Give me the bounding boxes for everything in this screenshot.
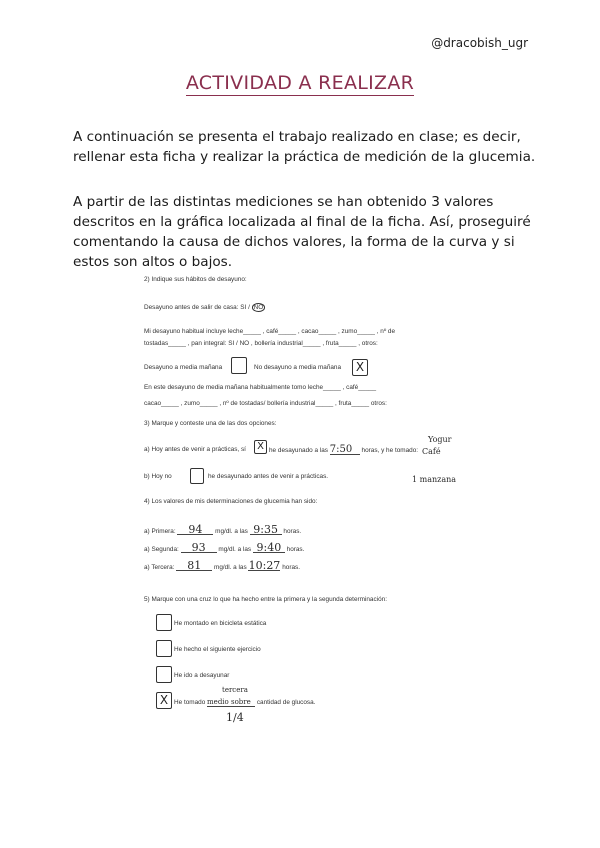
description-paragraph: A partir de las distintas mediciones se han obtenido 3 valores descritos en la gráfica localizada al final de la ficha. Así, proseguiré comentando la causa de dichos valores, la forma de la curva y si estos son altos o bajos. — [73, 194, 531, 270]
q4-row-3-unit: mg/dl. a las — [214, 564, 247, 571]
q4-row-2 — [144, 541, 305, 554]
q4-row-2-value: 93 — [181, 544, 217, 553]
q4-row-3 — [144, 559, 301, 572]
usual-breakfast-2: tostadas_____ , pan integral: SI / NO , bollería industrial_____ , fruta_____ , otros: — [144, 340, 378, 347]
q2-title: 2) Indique sus hábitos de desayuno: — [144, 276, 247, 283]
scanned-form — [130, 268, 460, 738]
q4-row-3-end: horas. — [282, 564, 301, 571]
q3-a-time: 7:50 — [330, 446, 360, 455]
midmorning-no-checkbox[interactable]: X — [352, 359, 368, 376]
q5-checkbox-3[interactable] — [156, 666, 172, 683]
intro-paragraph: A continuación se presenta el trabajo realizado en clase; es decir, rellenar esta ficha y realizar la práctica de medición de la glucemia. — [73, 129, 536, 165]
midmorning-detail-2: cacao_____ , zumo_____ , nº de tostadas/ bollería industrial_____ , fruta_____ otros: — [144, 400, 387, 407]
midmorning-no-label: No desayuno a media mañana — [254, 364, 342, 371]
q3-a-checkbox[interactable]: X — [254, 440, 267, 454]
q5-option-4 — [174, 698, 315, 707]
q4-row-2-unit: mg/dl. a las — [218, 546, 252, 553]
q5-checkbox-1[interactable] — [156, 614, 172, 631]
glucose-amount: medio sobre — [207, 698, 255, 707]
midmorning-yes-checkbox[interactable] — [231, 357, 247, 374]
q4-row-1-value: 94 — [177, 526, 213, 535]
breakfast-before-row — [144, 304, 265, 312]
q5-option-2: He hecho el siguiente ejercicio — [174, 646, 261, 653]
q5-option-4-label: He tomado — [174, 699, 206, 706]
q3-b-rest: he desayunado antes de venir a prácticas. — [208, 473, 329, 480]
author-handle: @dracobish_ugr — [431, 36, 528, 50]
q4-row-2-end: horas. — [286, 546, 305, 553]
q4-row-1-label: a) Primera: — [144, 528, 176, 535]
q3-option-a-rest — [269, 446, 418, 455]
q4-row-2-label: a) Segunda: — [144, 546, 179, 553]
q5-option-3: He ido a desayunar — [174, 672, 230, 679]
q4-row-2-time: 9:40 — [253, 544, 285, 553]
q4-row-3-value: 81 — [176, 562, 212, 571]
hand-breakfast-3: 1 manzana — [412, 475, 457, 484]
q4-title: 4) Los valores de mis determinaciones de glucemia han sido: — [144, 498, 318, 505]
breakfast-before-label: Desayuno antes de salir de casa: SI / — [144, 304, 250, 311]
hand-breakfast-1: Yogur — [428, 435, 452, 444]
q4-row-3-label: a) Tercera: — [144, 564, 175, 571]
q5-checkbox-2[interactable] — [156, 640, 172, 657]
q4-row-1-unit: mg/dl. a las — [215, 528, 248, 535]
q3-a-suffix: horas, y he tomado: — [361, 447, 419, 454]
q3-title: 3) Marque y conteste una de las dos opciones: — [144, 420, 277, 427]
page-title: ACTIVIDAD A REALIZAR — [185, 72, 415, 94]
q5-option-1: He montado en bicicleta estática — [174, 620, 267, 627]
q4-row-1 — [144, 523, 302, 536]
breakfast-answer: NO — [253, 304, 264, 311]
midmorning-detail-1: En este desayuno de media mañana habitualmente tomo leche_____ , café_____ — [144, 384, 377, 391]
q3-a-prefix: a) Hoy antes de venir a prácticas, sí — [144, 446, 246, 453]
hand-breakfast-2: Café — [422, 447, 441, 456]
q3-option-a — [144, 446, 246, 454]
q3-option-b: b) Hoy no — [144, 473, 172, 480]
glucose-suffix: cantidad de glucosa. — [256, 699, 316, 706]
usual-breakfast-1: Mi desayuno habitual incluye leche_____ , café_____ , cacao_____ , zumo_____ , nº de — [144, 328, 396, 335]
midmorning-yes-label: Desayuno a media mañana — [144, 364, 223, 371]
q3-a-middle: he desayunado a las — [269, 447, 328, 454]
q4-row-3-time: 10:27 — [248, 559, 281, 572]
q4-row-1-end: horas. — [283, 528, 302, 535]
glucose-fraction: 1/4 — [226, 711, 244, 724]
q5-title: 5) Marque con una cruz lo que ha hecho entre la primera y la segunda determinación: — [144, 596, 387, 603]
q3-b-checkbox[interactable] — [190, 468, 204, 484]
q5-checkbox-4[interactable]: X — [156, 692, 172, 709]
q4-row-1-time: 9:35 — [250, 526, 282, 535]
glucose-note: tercera — [222, 686, 248, 694]
